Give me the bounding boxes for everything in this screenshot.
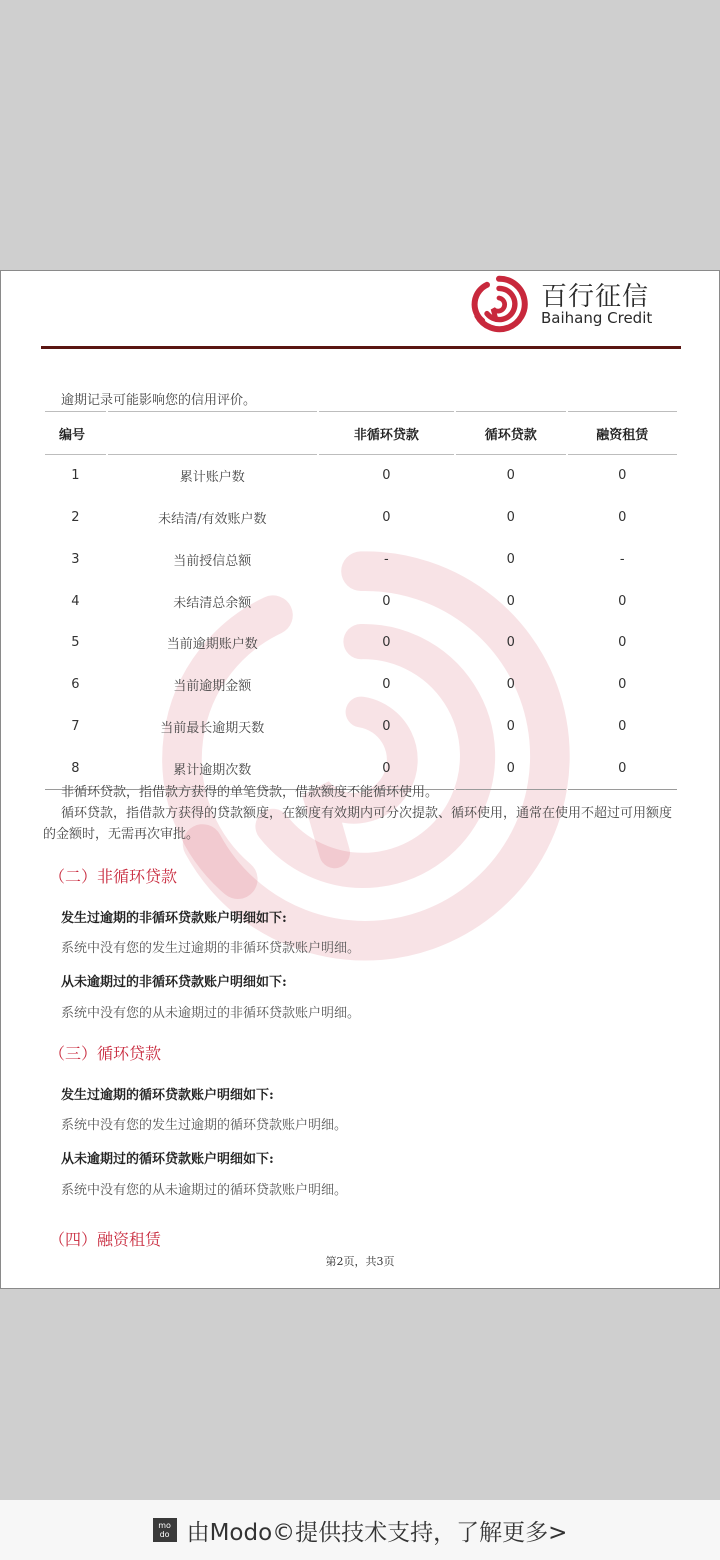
modo-logo-icon: mo do xyxy=(153,1518,177,1542)
row-id: 3 xyxy=(71,551,80,567)
cell-leasing: 0 xyxy=(618,593,627,609)
cell-leasing: 0 xyxy=(618,635,627,651)
row-label: 累计账户数 xyxy=(179,470,245,486)
cell-non-revolving: 0 xyxy=(319,747,454,790)
modo-footer-link[interactable] xyxy=(0,1500,720,1560)
report-page xyxy=(0,270,720,1289)
subhead-never-overdue-non-revolving: 从未逾期过的非循环贷款账户明细如下: xyxy=(61,975,287,990)
cell-leasing: 0 xyxy=(618,677,627,693)
col-header-non-revolving: 非循环贷款 xyxy=(319,411,454,455)
text-never-overdue-non-revolving: 系统中没有您的从未逾期过的非循环贷款账户明细。 xyxy=(61,1006,361,1021)
intro-text: 逾期记录可能影响您的信用评价。 xyxy=(61,393,257,408)
cell-revolving: 0 xyxy=(506,718,515,734)
cell-non-revolving: 0 xyxy=(382,677,391,693)
cell-revolving: 0 xyxy=(506,677,515,693)
table-row xyxy=(45,706,677,748)
cell-leasing: 0 xyxy=(618,510,627,526)
cell-revolving: 0 xyxy=(506,635,515,651)
table-header-row xyxy=(45,411,677,455)
col-header-blank xyxy=(108,411,317,455)
col-header-revolving: 循环贷款 xyxy=(456,411,565,455)
brand-name-cn: 百行征信 xyxy=(541,282,650,312)
text-never-overdue-revolving: 系统中没有您的从未逾期过的循环贷款账户明细。 xyxy=(61,1183,348,1198)
header-divider xyxy=(41,346,681,349)
row-label: 当前授信总额 xyxy=(173,553,252,569)
cell-non-revolving: 0 xyxy=(382,510,391,526)
row-label: 当前逾期账户数 xyxy=(166,637,258,653)
row-label: 当前最长逾期天数 xyxy=(160,720,265,736)
table-row xyxy=(45,622,677,664)
subhead-overdue-revolving: 发生过逾期的循环贷款账户明细如下: xyxy=(61,1088,274,1103)
section-title-leasing: （四）融资租赁 xyxy=(49,1230,162,1249)
note-non-revolving: 非循环贷款，指借款方获得的单笔贷款，借款额度不能循环使用。 xyxy=(61,785,439,800)
row-label: 当前逾期金额 xyxy=(173,679,252,695)
row-id: 4 xyxy=(71,593,80,609)
table-row xyxy=(45,455,677,497)
row-label: 未结清/有效账户数 xyxy=(158,512,267,528)
brand-name-en: Baihang Credit xyxy=(541,309,653,327)
table-row xyxy=(45,497,677,539)
cell-leasing: 0 xyxy=(568,747,678,790)
subhead-overdue-non-revolving: 发生过逾期的非循环贷款账户明细如下: xyxy=(61,911,287,926)
cell-revolving: 0 xyxy=(506,593,515,609)
section-title-non-revolving: （二）非循环贷款 xyxy=(49,867,178,886)
text-overdue-non-revolving: 系统中没有您的发生过逾期的非循环贷款账户明细。 xyxy=(61,941,361,956)
subhead-never-overdue-revolving: 从未逾期过的循环贷款账户明细如下: xyxy=(61,1152,274,1167)
cell-leasing: - xyxy=(619,551,625,567)
page-number: 第2页，共3页 xyxy=(325,1255,395,1268)
row-label: 未结清总余额 xyxy=(173,595,252,611)
cell-non-revolving: 0 xyxy=(382,468,391,484)
account-summary-table xyxy=(43,411,679,790)
cell-leasing: 0 xyxy=(618,468,627,484)
table-row xyxy=(45,539,677,581)
row-id: 5 xyxy=(71,635,80,651)
note-revolving: 循环贷款，指借款方获得的贷款额度，在额度有效期内可分次提款、循环使用，通常在使用不超过可用额度的金额时，无需再次审批。 xyxy=(43,806,673,842)
row-label: 累计逾期次数 xyxy=(108,747,317,790)
section-title-revolving: （三）循环贷款 xyxy=(49,1044,162,1063)
col-header-leasing: 融资租赁 xyxy=(568,411,678,455)
row-id: 7 xyxy=(71,718,80,734)
row-id: 8 xyxy=(45,747,106,790)
table-row xyxy=(45,580,677,622)
footer-text: 由Modo©提供技术支持，了解更多> xyxy=(186,1519,568,1546)
cell-non-revolving: 0 xyxy=(382,635,391,651)
row-id: 2 xyxy=(71,510,80,526)
baihang-logo xyxy=(469,274,659,336)
cell-non-revolving: 0 xyxy=(382,718,391,734)
cell-revolving: 0 xyxy=(506,468,515,484)
text-overdue-revolving: 系统中没有您的发生过逾期的循环贷款账户明细。 xyxy=(61,1118,348,1133)
col-header-id: 编号 xyxy=(45,411,106,455)
cell-revolving: 0 xyxy=(506,510,515,526)
row-id: 1 xyxy=(71,468,80,484)
cell-non-revolving: - xyxy=(384,551,389,567)
row-id: 6 xyxy=(71,677,80,693)
cell-leasing: 0 xyxy=(618,718,627,734)
cell-revolving: 0 xyxy=(506,551,515,567)
baihang-logo-icon xyxy=(469,274,529,334)
cell-non-revolving: 0 xyxy=(382,593,391,609)
table-row xyxy=(45,664,677,706)
cell-revolving: 0 xyxy=(456,747,565,790)
